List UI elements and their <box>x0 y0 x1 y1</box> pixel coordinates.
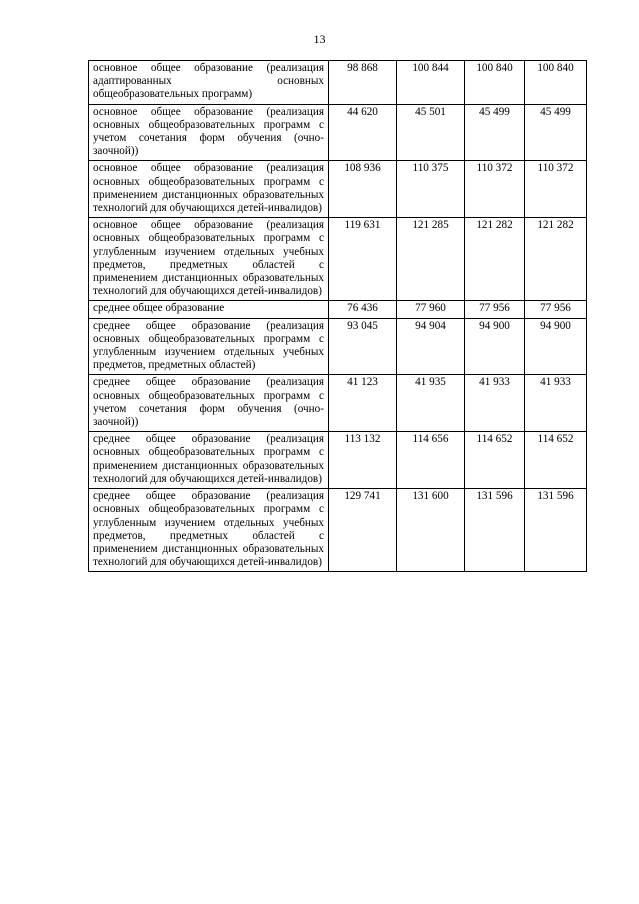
table-row <box>89 218 587 301</box>
row-description: основное общее образование (реализация основных общеобразовательных программ с учетом сочетания форм обучения (очно-заочной)) <box>89 104 329 161</box>
row-value-4: 100 840 <box>525 61 587 105</box>
table-row <box>89 489 587 572</box>
row-value-4: 110 372 <box>525 161 587 218</box>
row-value-1: 41 123 <box>329 375 397 432</box>
row-value-3: 110 372 <box>465 161 525 218</box>
row-description: среднее общее образование (реализация основных общеобразовательных программ с учетом сочетания форм обучения (очно-заочной)) <box>89 375 329 432</box>
row-description: среднее общее образование <box>89 301 329 318</box>
table-body <box>89 61 587 572</box>
table-row <box>89 375 587 432</box>
row-value-4: 77 956 <box>525 301 587 318</box>
row-value-3: 100 840 <box>465 61 525 105</box>
row-description: среднее общее образование (реализация основных общеобразовательных программ с применением дистанционных образовательных технологий для обучающихся детей-инвалидов) <box>89 432 329 489</box>
row-description: среднее общее образование (реализация основных общеобразовательных программ с углубленным изучением отдельных учебных предметов, предметных областей с применением дистанционных образовательных технологий для обучающихся детей-инвалидов) <box>89 489 329 572</box>
row-value-2: 121 285 <box>397 218 465 301</box>
row-value-2: 45 501 <box>397 104 465 161</box>
row-value-1: 129 741 <box>329 489 397 572</box>
row-description: основное общее образование (реализация адаптированных основных общеобразовательных программ) <box>89 61 329 105</box>
row-value-2: 110 375 <box>397 161 465 218</box>
row-value-1: 119 631 <box>329 218 397 301</box>
row-value-2: 77 960 <box>397 301 465 318</box>
row-value-2: 94 904 <box>397 318 465 375</box>
row-value-3: 121 282 <box>465 218 525 301</box>
row-value-3: 77 956 <box>465 301 525 318</box>
table-row <box>89 318 587 375</box>
row-value-1: 98 868 <box>329 61 397 105</box>
row-value-3: 41 933 <box>465 375 525 432</box>
page-number: 13 <box>313 32 326 46</box>
row-value-3: 94 900 <box>465 318 525 375</box>
row-value-2: 131 600 <box>397 489 465 572</box>
row-value-2: 41 935 <box>397 375 465 432</box>
row-value-4: 41 933 <box>525 375 587 432</box>
row-value-3: 45 499 <box>465 104 525 161</box>
row-description: основное общее образование (реализация основных общеобразовательных программ с применением дистанционных образовательных технологий для обучающихся детей-инвалидов) <box>89 161 329 218</box>
row-value-3: 131 596 <box>465 489 525 572</box>
table-row <box>89 301 587 318</box>
row-description: среднее общее образование (реализация основных общеобразовательных программ с углубленным изучением отдельных учебных предметов, предметных областей) <box>89 318 329 375</box>
row-value-4: 131 596 <box>525 489 587 572</box>
row-value-4: 114 652 <box>525 432 587 489</box>
funding-table <box>88 60 587 572</box>
row-value-1: 44 620 <box>329 104 397 161</box>
row-value-3: 114 652 <box>465 432 525 489</box>
table-row <box>89 61 587 105</box>
row-value-1: 76 436 <box>329 301 397 318</box>
row-value-4: 94 900 <box>525 318 587 375</box>
row-value-1: 108 936 <box>329 161 397 218</box>
table-row <box>89 432 587 489</box>
row-description: основное общее образование (реализация основных общеобразовательных программ с углубленным изучением отдельных учебных предметов, предметных областей с применением дистанционных образовательных технологий для обучающихся детей-инвалидов) <box>89 218 329 301</box>
row-value-2: 114 656 <box>397 432 465 489</box>
table-row <box>89 104 587 161</box>
row-value-1: 113 132 <box>329 432 397 489</box>
row-value-1: 93 045 <box>329 318 397 375</box>
row-value-4: 121 282 <box>525 218 587 301</box>
row-value-2: 100 844 <box>397 61 465 105</box>
table-row <box>89 161 587 218</box>
row-value-4: 45 499 <box>525 104 587 161</box>
